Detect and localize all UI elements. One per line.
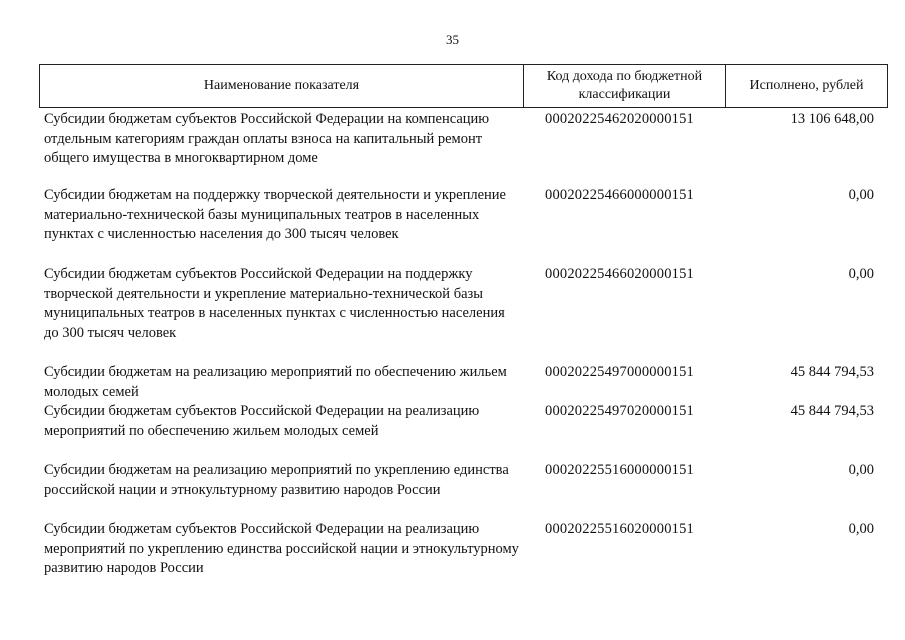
indicator-name: Субсидии бюджетам на реализацию мероприятий по обеспечению жильем молодых семей (44, 364, 507, 400)
executed-amount: 0,00 (848, 521, 874, 537)
indicator-name: Субсидии бюджетам субъектов Российской Федерации на реализацию мероприятий по укреплению единства российской нации и этнокультурному развитию народов России (44, 521, 519, 576)
executed-amount: 0,00 (848, 187, 874, 203)
indicator-name: Субсидии бюджетам субъектов Российской Федерации на реализацию мероприятий по обеспечению жильем молодых семей (44, 403, 480, 439)
indicator-name: Субсидии бюджетам на реализацию мероприятий по укреплению единства российской нации и этнокультурному развитию народов России (44, 462, 509, 498)
table-header (39, 64, 888, 108)
column-header-code: Код дохода по бюджетной классификации (524, 65, 726, 107)
income-code: 00020225497000000151 (545, 364, 694, 380)
income-code: 00020225466000000151 (545, 187, 694, 203)
indicator-name: Субсидии бюджетам субъектов Российской Федерации на поддержку творческой деятельности и укрепление материально-технической базы муниципальных театров в населенных пунктах с численностью населения до 300 тысяч человек (44, 266, 505, 341)
column-header-name: Наименование показателя (40, 65, 524, 107)
executed-amount: 45 844 794,53 (790, 403, 874, 419)
executed-amount: 0,00 (848, 266, 874, 282)
indicator-name: Субсидии бюджетам на поддержку творческой деятельности и укрепление материально-технической базы муниципальных театров в населенных пунктах с численностью населения до 300 тысяч человек (44, 187, 506, 242)
executed-amount: 0,00 (848, 462, 874, 478)
page-number: 35 (446, 32, 459, 47)
income-code: 00020225466020000151 (545, 266, 694, 282)
income-code: 00020225462020000151 (545, 111, 694, 127)
income-code: 00020225497020000151 (545, 403, 694, 419)
executed-amount: 13 106 648,00 (790, 111, 874, 127)
income-code: 00020225516000000151 (545, 462, 694, 478)
indicator-name: Субсидии бюджетам субъектов Российской Федерации на компенсацию отдельным категориям граждан оплаты взноса на капитальный ремонт общего имущества в многоквартирном доме (44, 111, 490, 166)
income-code: 00020225516020000151 (545, 521, 694, 537)
executed-amount: 45 844 794,53 (790, 364, 874, 380)
column-header-executed: Исполнено, рублей (749, 78, 864, 93)
